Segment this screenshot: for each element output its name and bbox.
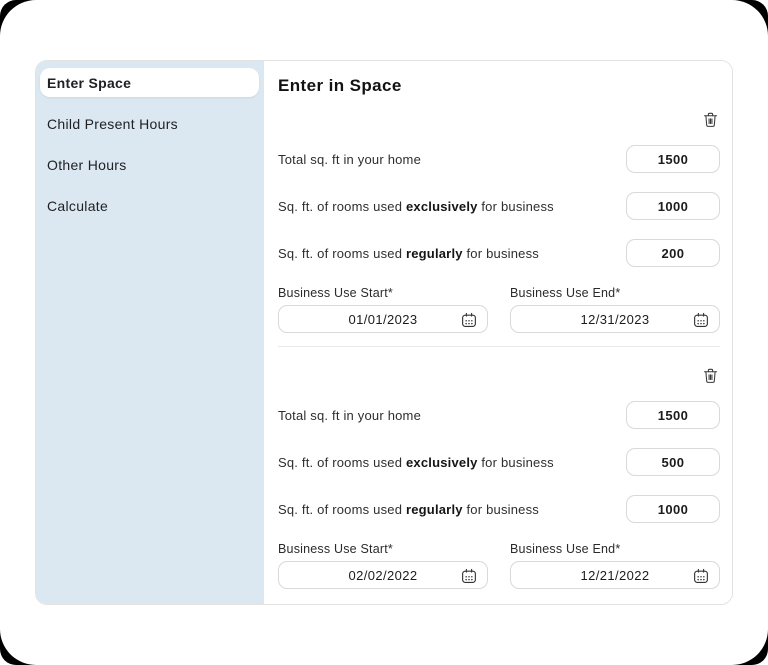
sidebar-item-calculate[interactable]	[40, 191, 259, 220]
trash-icon	[702, 111, 719, 129]
sidebar-item-child-present-hours[interactable]	[40, 109, 259, 138]
regular-sqft-input[interactable]: 200	[626, 239, 720, 267]
business-use-start-input[interactable]	[278, 561, 488, 589]
main-content	[264, 61, 732, 604]
date-label: Business Use Start*	[278, 286, 393, 300]
field-label: Sq. ft. of rooms used exclusively for business	[278, 198, 554, 214]
field-label: Sq. ft. of rooms used exclusively for business	[278, 454, 554, 470]
delete-entry-button[interactable]	[700, 366, 720, 386]
total-sqft-input[interactable]: 1500	[626, 145, 720, 173]
calendar-icon[interactable]	[692, 311, 710, 329]
field-row-regular-sqft	[278, 239, 720, 267]
date-value: 01/01/2023	[348, 311, 418, 327]
sidebar-item-enter-space[interactable]	[40, 68, 259, 97]
sidebar-item-label: Child Present Hours	[47, 115, 178, 132]
field-label: Total sq. ft in your home	[278, 151, 422, 167]
field-label: Sq. ft. of rooms used regularly for business	[278, 245, 539, 261]
date-label: Business Use End*	[510, 542, 621, 556]
field-row-total-sqft	[278, 401, 720, 429]
sidebar	[36, 61, 264, 604]
business-use-end	[510, 542, 720, 589]
date-label: Business Use Start*	[278, 542, 393, 556]
calendar-icon[interactable]	[460, 567, 478, 585]
calendar-icon[interactable]	[460, 311, 478, 329]
space-entry-section-2	[278, 366, 720, 589]
field-row-regular-sqft	[278, 495, 720, 523]
home-office-calculator-card	[35, 60, 733, 605]
delete-entry-button[interactable]	[700, 110, 720, 130]
business-use-start	[278, 286, 488, 333]
total-sqft-input[interactable]: 1500	[626, 401, 720, 429]
page-title: Enter in Space	[278, 76, 402, 95]
calendar-icon[interactable]	[692, 567, 710, 585]
date-value: 12/21/2022	[580, 567, 650, 583]
business-use-dates	[278, 542, 720, 589]
section-divider	[278, 346, 720, 347]
field-row-total-sqft	[278, 145, 720, 173]
trash-icon	[702, 367, 719, 385]
business-use-end-input[interactable]	[510, 561, 720, 589]
regular-sqft-input[interactable]: 1000	[626, 495, 720, 523]
business-use-end-input[interactable]	[510, 305, 720, 333]
field-row-exclusive-sqft	[278, 448, 720, 476]
entry-actions	[278, 110, 720, 130]
sidebar-item-label: Enter Space	[47, 74, 132, 91]
business-use-start-input[interactable]	[278, 305, 488, 333]
exclusive-sqft-input[interactable]: 1000	[626, 192, 720, 220]
business-use-dates	[278, 286, 720, 333]
sidebar-item-other-hours[interactable]	[40, 150, 259, 179]
date-value: 12/31/2023	[580, 311, 650, 327]
date-value: 02/02/2022	[348, 567, 418, 583]
space-entry-section-1	[278, 110, 720, 333]
sidebar-item-label: Other Hours	[47, 156, 127, 173]
field-label: Sq. ft. of rooms used regularly for business	[278, 501, 539, 517]
sidebar-item-label: Calculate	[47, 197, 109, 214]
business-use-start	[278, 542, 488, 589]
field-label: Total sq. ft in your home	[278, 407, 422, 423]
date-label: Business Use End*	[510, 286, 621, 300]
field-row-exclusive-sqft	[278, 192, 720, 220]
business-use-end	[510, 286, 720, 333]
entry-actions	[278, 366, 720, 386]
exclusive-sqft-input[interactable]: 500	[626, 448, 720, 476]
